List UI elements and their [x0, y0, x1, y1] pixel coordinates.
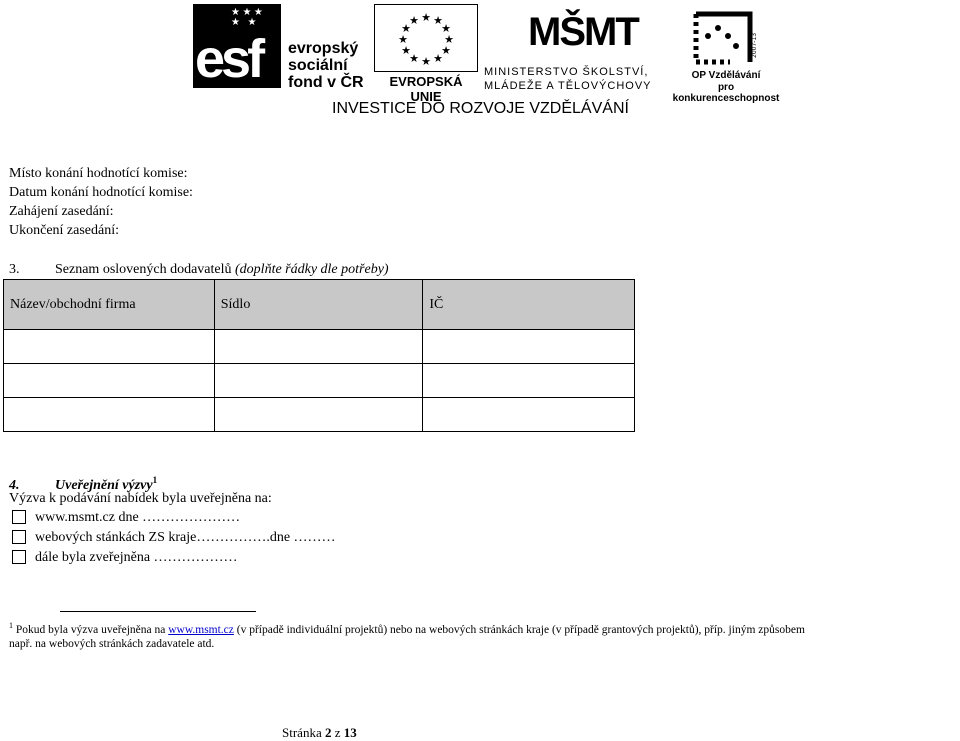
checkbox-kraj[interactable]: [12, 530, 26, 544]
table-row: [4, 364, 635, 398]
footnote-separator: [60, 611, 256, 612]
footnote-ref[interactable]: 1: [152, 475, 158, 485]
svg-text:★: ★: [409, 52, 419, 65]
footnote-link-msmt[interactable]: www.msmt.cz: [168, 623, 234, 636]
msmt-line1: MINISTERSTVO ŠKOLSTVÍ,: [484, 66, 649, 78]
table-cell[interactable]: [214, 398, 423, 432]
table-cell[interactable]: [423, 330, 635, 364]
op-line2: pro konkurenceschopnost: [672, 82, 780, 104]
option-msmt: [12, 510, 240, 526]
esf-text-line: fond v ČR: [288, 74, 364, 91]
pager-label: Stránka: [282, 725, 322, 740]
footnote-line2: např. na webových stránkách zadavatele atd.: [9, 638, 215, 650]
section3-title: Seznam oslovených dodavatelů: [55, 262, 232, 277]
svg-text:★: ★: [401, 22, 411, 35]
tagline: INVESTICE DO ROZVOJE VZDĚLÁVÁNÍ: [332, 100, 629, 117]
eu-label: EVROPSKÁ UNIE: [389, 74, 463, 104]
svg-text:★: ★: [409, 14, 419, 27]
table-row: [4, 330, 635, 364]
footnote-text1: Pokud byla výzva uveřejněna na: [15, 623, 166, 636]
svg-text:★: ★: [401, 44, 411, 57]
svg-text:★: ★: [441, 44, 451, 57]
footnote-marker: 1: [9, 621, 13, 630]
msmt-mark: MŠMT: [528, 10, 638, 54]
section3-heading: [9, 262, 389, 278]
checkbox-other[interactable]: [12, 550, 26, 564]
pager-sep: z: [334, 725, 341, 740]
meta-field-end: Ukončení zasedání:: [9, 223, 120, 238]
op-emblem-icon: [690, 6, 762, 66]
column-header-name: Název/obchodní firma: [4, 280, 215, 330]
esf-text: [288, 40, 364, 91]
checkbox-msmt[interactable]: [12, 510, 26, 524]
svg-text:★: ★: [433, 14, 443, 27]
eu-flag-icon: [374, 4, 478, 72]
footnote-line1: [9, 619, 805, 637]
option-other-label: dále byla zveřejněna ………………: [35, 550, 238, 565]
section4-number: 4.: [9, 477, 20, 493]
suppliers-table: [3, 279, 635, 432]
svg-text:★: ★: [433, 52, 443, 65]
table-cell[interactable]: [423, 364, 635, 398]
table-cell[interactable]: [4, 330, 215, 364]
svg-text:★: ★: [421, 11, 431, 24]
esf-text-line: evropský: [288, 40, 359, 57]
column-header-seat: Sídlo: [214, 280, 423, 330]
svg-text:★: ★: [398, 33, 408, 46]
op-line1: OP Vzdělávání: [691, 70, 761, 81]
table-header-row: [4, 280, 635, 330]
meta-field-place: Místo konání hodnotící komise:: [9, 166, 188, 181]
table-cell[interactable]: [4, 398, 215, 432]
esf-mark: [193, 4, 281, 88]
section4-intro: Výzva k podávání nabídek byla uveřejněna na:: [9, 491, 272, 506]
footnote-text2: (v případě individuální projektů) nebo na webových stránkách kraje (v případě grantových projektů), příp. jiným způsobem: [236, 623, 805, 636]
section3-number: 3.: [9, 262, 20, 277]
table-cell[interactable]: [214, 330, 423, 364]
eu-stars-icon: ★ ★ ★ ★ ★: [231, 7, 263, 28]
eu-logo: [374, 4, 478, 104]
option-kraj-label: webových stánkách ZS kraje…………….dne ………: [35, 530, 336, 545]
op-years: 2007-13: [751, 32, 758, 58]
meta-field-date: Datum konání hodnotící komise:: [9, 185, 193, 200]
esf-text-line: sociální: [288, 57, 348, 74]
meta-field-start: Zahájení zasedání:: [9, 204, 114, 219]
svg-text:★: ★: [421, 55, 431, 68]
pager-total: 13: [343, 725, 357, 740]
op-logo: [668, 4, 784, 104]
svg-text:★: ★: [444, 33, 454, 46]
msmt-line2: MLÁDEŽE A TĚLOVÝCHOVY: [484, 80, 652, 92]
option-kraj: [12, 530, 336, 546]
table-cell[interactable]: [214, 364, 423, 398]
option-other: [12, 550, 238, 566]
section4-title: Uveřejnění výzvy: [55, 477, 153, 493]
section3-note: (doplňte řádky dle potřeby): [235, 262, 389, 277]
table-cell[interactable]: [423, 398, 635, 432]
table-row: [4, 398, 635, 432]
column-header-ico: IČ: [423, 280, 635, 330]
pager-current: 2: [324, 725, 332, 740]
esf-mark-text: esf: [195, 29, 262, 89]
esf-logo: [193, 4, 365, 91]
msmt-logo: [484, 4, 664, 92]
option-msmt-label: www.msmt.cz dne …………………: [35, 510, 241, 525]
table-cell[interactable]: [4, 364, 215, 398]
svg-text:★: ★: [441, 22, 451, 35]
